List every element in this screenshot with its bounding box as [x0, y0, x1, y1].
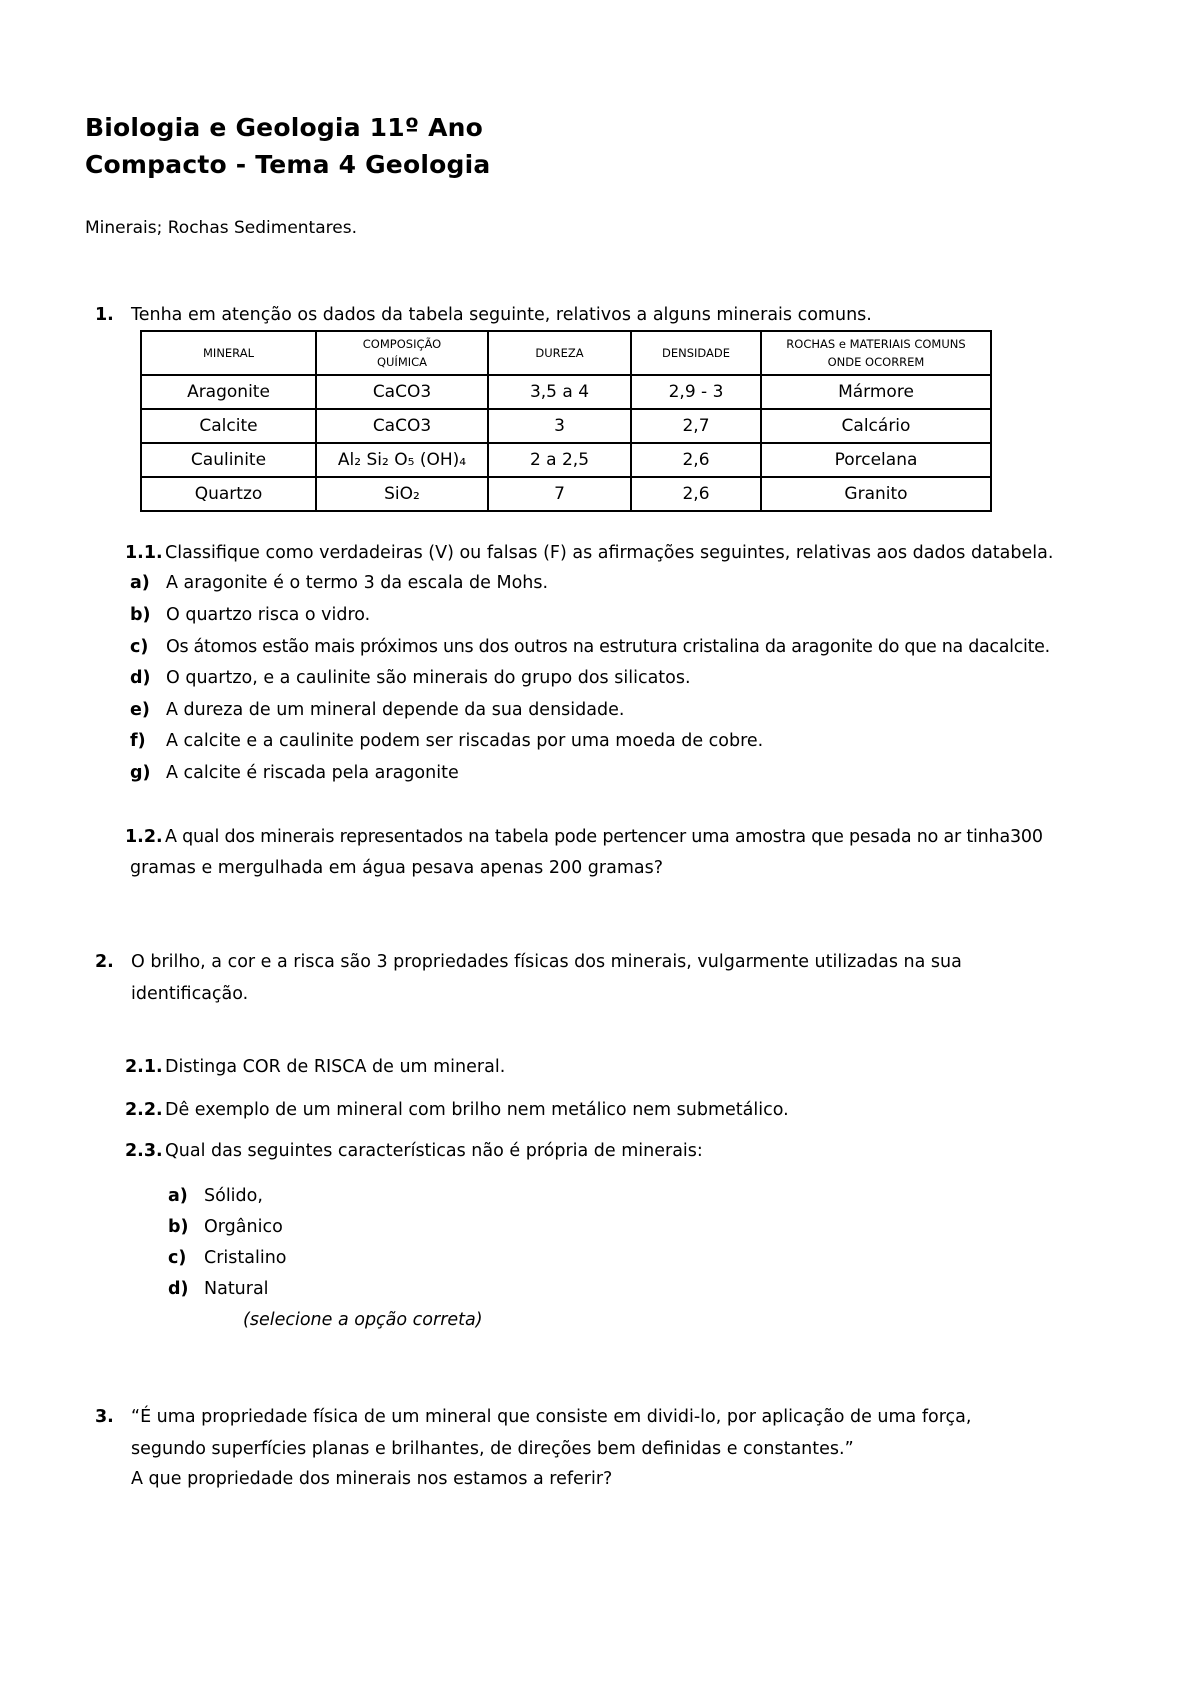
table-header-cell: ROCHAS e MATERIAIS COMUNS ONDE OCORREM: [761, 331, 991, 375]
table-cell: Quartzo: [141, 477, 316, 511]
option-text: Natural: [204, 1279, 269, 1299]
document-subtitle: Minerais; Rochas Sedimentares.: [85, 218, 357, 238]
table-cell: CaCO3: [316, 409, 488, 443]
statement-item: [130, 637, 1050, 657]
statement-item: [130, 763, 459, 783]
table-cell: 7: [488, 477, 631, 511]
question-number: 1.2.: [125, 827, 163, 847]
table-cell: Caulinite: [141, 443, 316, 477]
question-text: Qual das seguintes características não é própria de minerais:: [165, 1141, 703, 1161]
table-row: [141, 443, 991, 477]
question-number: 2.1.: [125, 1057, 163, 1077]
table-header-cell: COMPOSIÇÃO QUÍMICA: [316, 331, 488, 375]
option-item: [168, 1217, 283, 1237]
table-cell: Mármore: [761, 375, 991, 409]
question-number: 1.1.: [125, 543, 163, 563]
item-text: O quartzo, e a caulinite são minerais do grupo dos silicatos.: [166, 668, 691, 688]
question-text: Tenha em atenção os dados da tabela seguinte, relativos a alguns minerais comuns.: [131, 305, 872, 325]
table-cell: 2,6: [631, 477, 761, 511]
item-text: A aragonite é o termo 3 da escala de Mohs.: [166, 573, 549, 593]
statement-item: [130, 573, 548, 593]
table-cell: 3: [488, 409, 631, 443]
question-text: A que propriedade dos minerais nos estamos a referir?: [131, 1469, 613, 1489]
table-cell: Porcelana: [761, 443, 991, 477]
question-text: Dê exemplo de um mineral com brilho nem metálico nem submetálico.: [165, 1100, 789, 1120]
item-label: f): [130, 731, 146, 751]
table-row: [141, 375, 991, 409]
question-number: 2.: [95, 952, 114, 972]
question-number: 3.: [95, 1407, 114, 1427]
question-3: [95, 1402, 971, 1433]
table-cell: 2,7: [631, 409, 761, 443]
table-cell: Calcite: [141, 409, 316, 443]
question-2-1: [125, 1052, 505, 1083]
question-text: Classifique como verdadeiras (V) ou falsas (F) as afirmações seguintes, relativas aos dados databela.: [165, 543, 1054, 563]
question-text: “É uma propriedade física de um mineral que consiste em dividi-lo, por aplicação de uma força,: [131, 1407, 972, 1427]
option-label: c): [168, 1248, 187, 1268]
option-item: [168, 1279, 269, 1299]
table-cell: SiO₂: [316, 477, 488, 511]
question-2-2: [125, 1095, 789, 1126]
option-text: Orgânico: [204, 1217, 283, 1237]
table-cell: 2,9 - 3: [631, 375, 761, 409]
document-title-line1: Biologia e Geologia 11º Ano: [85, 113, 483, 142]
table-cell: Al₂ Si₂ O₅ (OH)₄: [316, 443, 488, 477]
option-label: b): [168, 1217, 189, 1237]
item-label: b): [130, 605, 151, 625]
table-cell: Aragonite: [141, 375, 316, 409]
item-text: A dureza de um mineral depende da sua densidade.: [166, 700, 625, 720]
item-text: A calcite é riscada pela aragonite: [166, 763, 459, 783]
question-3-continuation: [131, 1434, 854, 1465]
statement-item: [130, 700, 624, 720]
item-label: e): [130, 700, 150, 720]
question-text: gramas e mergulhada em água pesava apenas 200 gramas?: [130, 858, 663, 878]
minerals-table: [140, 330, 992, 512]
table-row: [141, 477, 991, 511]
question-3-prompt: [131, 1464, 612, 1495]
option-item: [168, 1186, 263, 1206]
question-2: [95, 947, 962, 978]
question-text: Distinga COR de RISCA de um mineral.: [165, 1057, 506, 1077]
question-1-1: [125, 538, 1053, 569]
table-cell: Calcário: [761, 409, 991, 443]
question-1: [95, 300, 872, 331]
table-header-row: [141, 331, 991, 375]
option-text: Cristalino: [204, 1248, 287, 1268]
item-label: a): [130, 573, 150, 593]
option-label: a): [168, 1186, 188, 1206]
table-cell: 3,5 a 4: [488, 375, 631, 409]
question-number: 2.3.: [125, 1141, 163, 1161]
table-row: [141, 409, 991, 443]
statement-item: [130, 668, 691, 688]
option-item: [168, 1248, 287, 1268]
question-text: identificação.: [131, 984, 249, 1004]
item-label: d): [130, 668, 151, 688]
question-1-2: [125, 822, 1043, 853]
question-2-continuation: [131, 979, 248, 1010]
table-cell: 2 a 2,5: [488, 443, 631, 477]
item-text: O quartzo risca o vidro.: [166, 605, 371, 625]
question-text: A qual dos minerais representados na tabela pode pertencer uma amostra que pesada no ar tinha300: [165, 827, 1043, 847]
document-title-line2: Compacto - Tema 4 Geologia: [85, 150, 491, 179]
table-cell: CaCO3: [316, 375, 488, 409]
question-number: 2.2.: [125, 1100, 163, 1120]
table-cell: Granito: [761, 477, 991, 511]
question-1-2-continuation: [130, 853, 663, 884]
item-text: Os átomos estão mais próximos uns dos outros na estrutura cristalina da aragonite do que na dacalcite.: [166, 637, 1050, 657]
option-text: Sólido,: [204, 1186, 263, 1206]
option-label: d): [168, 1279, 189, 1299]
table-header-cell: MINERAL: [141, 331, 316, 375]
table-header-cell: DENSIDADE: [631, 331, 761, 375]
question-2-3: [125, 1136, 703, 1167]
table-header-cell: DUREZA: [488, 331, 631, 375]
item-label: g): [130, 763, 151, 783]
question-number: 1.: [95, 305, 114, 325]
table-cell: 2,6: [631, 443, 761, 477]
question-text: segundo superfícies planas e brilhantes, de direções bem definidas e constantes.”: [131, 1439, 854, 1459]
item-text: A calcite e a caulinite podem ser riscadas por uma moeda de cobre.: [166, 731, 764, 751]
item-label: c): [130, 637, 149, 657]
instruction-note: (selecione a opção correta): [243, 1310, 483, 1330]
statement-item: [130, 731, 763, 751]
statement-item: [130, 605, 370, 625]
question-text: O brilho, a cor e a risca são 3 propriedades físicas dos minerais, vulgarmente utilizadas na sua: [131, 952, 962, 972]
